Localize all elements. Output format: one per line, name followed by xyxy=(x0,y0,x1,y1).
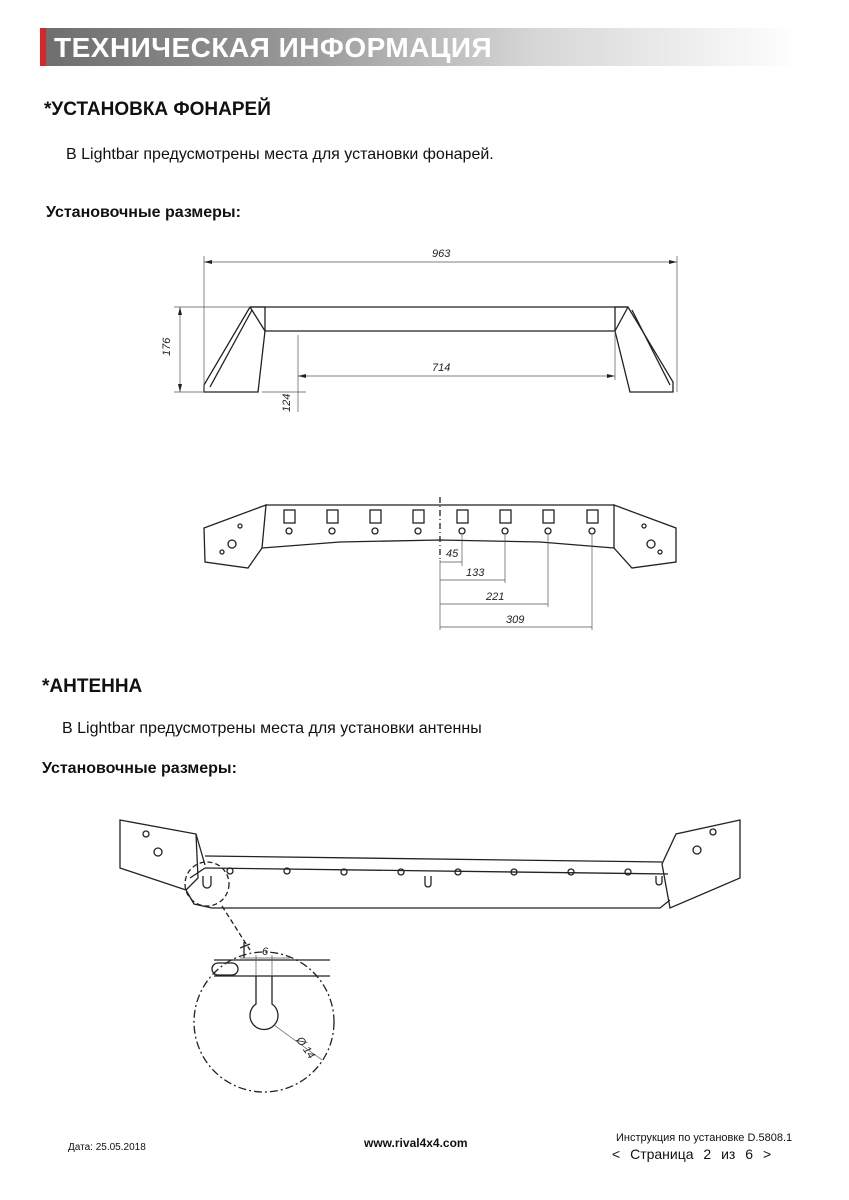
dim-slot-width: 6 xyxy=(262,946,269,958)
dim-offset: 124 xyxy=(281,393,293,412)
section-lights-text: В Lightbar предусмотрены места для установки фонарей. xyxy=(66,146,494,163)
page-of: из xyxy=(721,1146,736,1162)
dim-hole-3: 221 xyxy=(486,591,505,603)
drawing-top-view xyxy=(204,497,676,568)
dim-overall-width: 963 xyxy=(432,248,451,260)
footer-document-id: Инструкция по установке D.5808.1 xyxy=(616,1132,793,1144)
page-next-button[interactable]: > xyxy=(762,1146,772,1162)
section-antenna-dims-label: Установочные размеры: xyxy=(42,760,237,777)
dim-inner-width: 714 xyxy=(432,362,451,374)
footer-website-link[interactable]: www.rival4x4.com xyxy=(364,1136,468,1150)
page-prev-button[interactable]: < xyxy=(612,1146,621,1162)
dim-hole-4: 309 xyxy=(506,614,525,626)
footer-date: Дата: 25.05.2018 xyxy=(68,1142,146,1153)
page-current: 2 xyxy=(703,1146,712,1162)
section-lights-dims-label: Установочные размеры: xyxy=(46,204,241,221)
page-word: Страница xyxy=(630,1146,694,1162)
section-lights-title: *УСТАНОВКА ФОНАРЕЙ xyxy=(44,99,271,120)
page-total: 6 xyxy=(745,1146,754,1162)
dim-height: 176 xyxy=(161,337,173,356)
dim-hole-diameter: Ø 14 xyxy=(293,1034,318,1062)
dim-hole-1: 45 xyxy=(446,548,459,560)
section-antenna-title: *АНТЕННА xyxy=(42,676,143,697)
drawing-front-view xyxy=(204,307,673,392)
footer-pagination xyxy=(612,1146,777,1162)
page-title: ТЕХНИЧЕСКАЯ ИНФОРМАЦИЯ xyxy=(54,32,493,63)
dim-hole-2: 133 xyxy=(466,567,485,579)
drawing-antenna-view xyxy=(120,820,740,1092)
section-antenna-text: В Lightbar предусмотрены места для установки антенны xyxy=(62,720,482,737)
